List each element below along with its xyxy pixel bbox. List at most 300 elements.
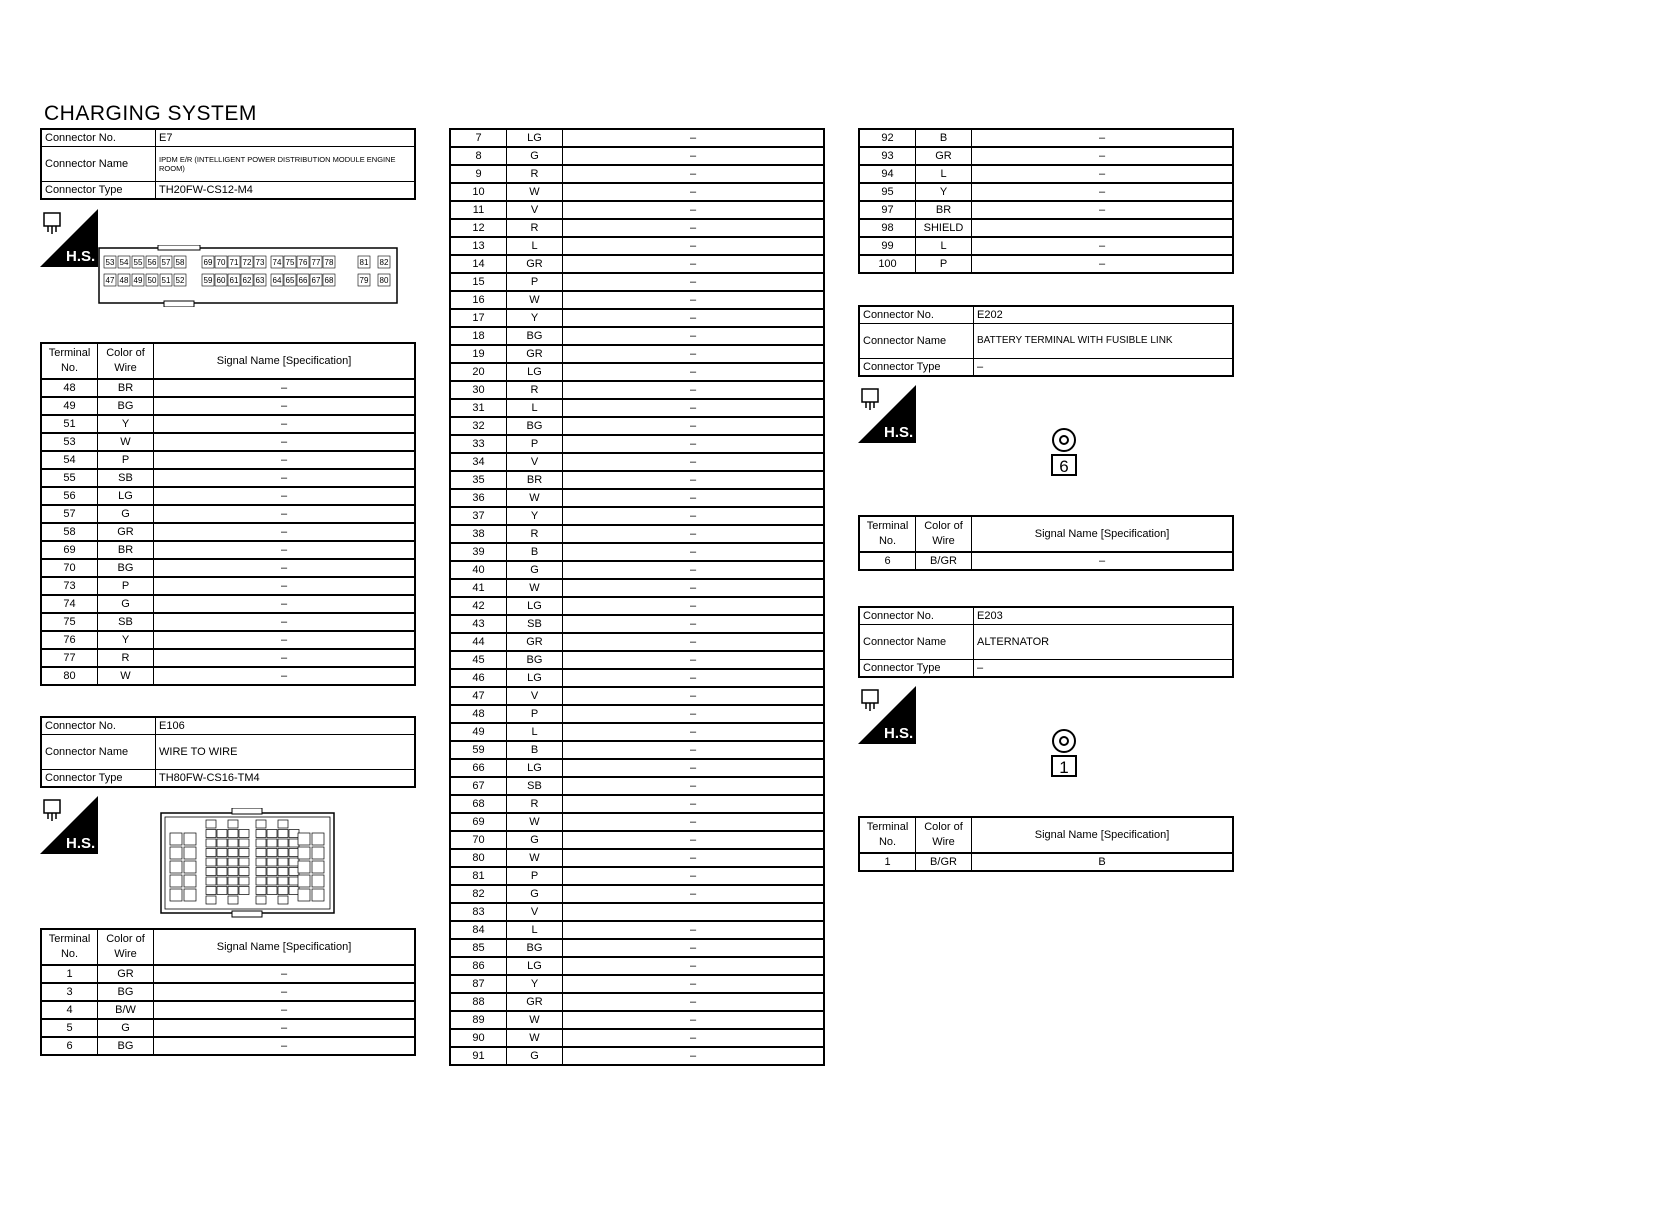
signal-name-cell: – bbox=[154, 433, 416, 451]
table-row bbox=[41, 469, 415, 487]
table-row bbox=[450, 489, 824, 507]
pin-number: 73 bbox=[255, 258, 265, 267]
terminal-no-cell: 53 bbox=[41, 433, 98, 451]
terminal-no-cell: 17 bbox=[450, 309, 507, 327]
terminal-no-cell: 76 bbox=[41, 631, 98, 649]
table-row bbox=[450, 831, 824, 849]
signal-name-cell: – bbox=[563, 813, 825, 831]
pin-number: 74 bbox=[272, 258, 282, 267]
wire-color-cell: P bbox=[507, 273, 563, 291]
pin-number: 81 bbox=[359, 258, 369, 267]
pin-number: 64 bbox=[272, 276, 282, 285]
table-row bbox=[450, 381, 824, 399]
signal-name-cell: – bbox=[563, 165, 825, 183]
signal-name-cell: – bbox=[972, 147, 1234, 165]
header-color-of-wire: Color of Wire bbox=[916, 516, 972, 552]
pin-cell bbox=[206, 830, 216, 838]
table-row bbox=[450, 939, 824, 957]
terminal-no-cell: 36 bbox=[450, 489, 507, 507]
pin-cell bbox=[170, 833, 182, 845]
terminal-no-cell: 35 bbox=[450, 471, 507, 489]
pin-cell bbox=[298, 889, 310, 901]
terminal-no-cell: 48 bbox=[450, 705, 507, 723]
terminal-no-cell: 70 bbox=[41, 559, 98, 577]
signal-name-cell: – bbox=[154, 1019, 416, 1037]
table-row bbox=[41, 379, 415, 397]
signal-name-cell: – bbox=[154, 983, 416, 1001]
pin-cell bbox=[228, 877, 238, 885]
wire-color-cell: G bbox=[507, 831, 563, 849]
table-row bbox=[450, 507, 824, 525]
terminal-no-cell: 16 bbox=[450, 291, 507, 309]
signal-name-cell: – bbox=[154, 965, 416, 983]
signal-name-cell: – bbox=[563, 867, 825, 885]
table-row bbox=[450, 309, 824, 327]
pin-cell bbox=[184, 833, 196, 845]
e106-terminal-table-continued-2 bbox=[858, 128, 1234, 274]
label-connector-no: Connector No. bbox=[41, 129, 156, 147]
pin-cell bbox=[239, 877, 249, 885]
header-signal-name: Signal Name [Specification] bbox=[154, 343, 416, 379]
pin-cell bbox=[228, 868, 238, 876]
terminal-no-cell: 18 bbox=[450, 327, 507, 345]
connector-e202-info bbox=[858, 305, 1234, 377]
signal-name-cell: – bbox=[563, 291, 825, 309]
pin-cell bbox=[256, 830, 266, 838]
table-row bbox=[450, 363, 824, 381]
terminal-no-cell: 8 bbox=[450, 147, 507, 165]
signal-name-cell: – bbox=[563, 579, 825, 597]
signal-name-cell: B bbox=[972, 853, 1234, 871]
table-row bbox=[450, 1029, 824, 1047]
wire-color-cell: GR bbox=[98, 523, 154, 541]
pin-cell bbox=[217, 858, 227, 866]
signal-name-cell: – bbox=[563, 489, 825, 507]
wire-color-cell: SHIELD bbox=[916, 219, 972, 237]
signal-name-cell: – bbox=[563, 417, 825, 435]
pin-cell bbox=[239, 830, 249, 838]
table-row bbox=[450, 885, 824, 903]
pin-cell bbox=[278, 858, 288, 866]
table-row bbox=[450, 921, 824, 939]
pin-cell bbox=[170, 875, 182, 887]
terminal-no-cell: 51 bbox=[41, 415, 98, 433]
terminal-no-cell: 100 bbox=[859, 255, 916, 273]
pin-cell bbox=[256, 858, 266, 866]
pin-cell bbox=[217, 887, 227, 895]
pin-cell bbox=[206, 820, 216, 828]
pin-cell bbox=[228, 839, 238, 847]
terminal-no-cell: 15 bbox=[450, 273, 507, 291]
harness-side-icon bbox=[40, 209, 98, 267]
table-row bbox=[450, 561, 824, 579]
terminal-no-cell: 69 bbox=[450, 813, 507, 831]
table-row bbox=[450, 687, 824, 705]
table-row bbox=[41, 965, 415, 983]
ring-terminal-icon bbox=[1052, 428, 1076, 452]
table-row bbox=[450, 525, 824, 543]
signal-name-cell: – bbox=[563, 795, 825, 813]
hs-label: H.S. bbox=[884, 725, 914, 742]
table-row bbox=[450, 705, 824, 723]
wire-color-cell: Y bbox=[507, 309, 563, 327]
e203-connector-type: – bbox=[974, 660, 1234, 678]
wire-color-cell: R bbox=[98, 649, 154, 667]
terminal-no-cell: 7 bbox=[450, 129, 507, 147]
pin-cell bbox=[278, 820, 288, 828]
signal-name-cell: – bbox=[154, 523, 416, 541]
signal-name-cell: – bbox=[154, 667, 416, 685]
table-row bbox=[450, 741, 824, 759]
table-row bbox=[859, 201, 1233, 219]
terminal-no-cell: 48 bbox=[41, 379, 98, 397]
signal-name-cell: – bbox=[972, 237, 1234, 255]
terminal-no-cell: 92 bbox=[859, 129, 916, 147]
signal-name-cell: – bbox=[154, 487, 416, 505]
signal-name-cell: – bbox=[154, 577, 416, 595]
table-row bbox=[450, 471, 824, 489]
pin-cell bbox=[206, 849, 216, 857]
label-connector-no: Connector No. bbox=[859, 607, 974, 625]
table-row bbox=[450, 669, 824, 687]
table-row bbox=[859, 552, 1233, 570]
header-color-of-wire: Color of Wire bbox=[98, 929, 154, 965]
wire-color-cell: BR bbox=[916, 201, 972, 219]
connector-e203-info bbox=[858, 606, 1234, 678]
signal-name-cell: – bbox=[972, 183, 1234, 201]
wire-color-cell: Y bbox=[916, 183, 972, 201]
table-row bbox=[41, 1019, 415, 1037]
terminal-no-cell: 30 bbox=[450, 381, 507, 399]
connector-e106-info bbox=[40, 716, 416, 788]
terminal-no-cell: 74 bbox=[41, 595, 98, 613]
terminal-no-cell: 39 bbox=[450, 543, 507, 561]
wire-color-cell: BG bbox=[98, 983, 154, 1001]
pin-cell bbox=[184, 847, 196, 859]
e7-connector-type: TH20FW-CS12-M4 bbox=[156, 182, 416, 200]
signal-name-cell: – bbox=[563, 381, 825, 399]
table-row bbox=[450, 219, 824, 237]
wire-color-cell: LG bbox=[507, 759, 563, 777]
header-signal-name: Signal Name [Specification] bbox=[972, 516, 1234, 552]
pin-number: 56 bbox=[147, 258, 157, 267]
terminal-no-cell: 98 bbox=[859, 219, 916, 237]
pin-cell bbox=[289, 839, 299, 847]
table-row bbox=[450, 237, 824, 255]
terminal-no-cell: 19 bbox=[450, 345, 507, 363]
pin-number: 62 bbox=[242, 276, 252, 285]
label-connector-name: Connector Name bbox=[41, 147, 156, 182]
pin-number: 47 bbox=[105, 276, 115, 285]
table-row bbox=[450, 579, 824, 597]
wire-color-cell: L bbox=[507, 399, 563, 417]
terminal-no-cell: 12 bbox=[450, 219, 507, 237]
connector-e7-info bbox=[40, 128, 416, 200]
table-row bbox=[450, 399, 824, 417]
pin-cell bbox=[289, 877, 299, 885]
terminal-no-cell: 83 bbox=[450, 903, 507, 921]
wire-color-cell: LG bbox=[507, 129, 563, 147]
pin-number: 79 bbox=[359, 276, 369, 285]
terminal-no-cell: 32 bbox=[450, 417, 507, 435]
table-row bbox=[450, 129, 824, 147]
wire-color-cell: LG bbox=[98, 487, 154, 505]
table-row bbox=[450, 255, 824, 273]
pin-cell bbox=[206, 877, 216, 885]
table-row bbox=[450, 273, 824, 291]
e7-connector-no: E7 bbox=[156, 129, 416, 147]
pin-cell bbox=[256, 868, 266, 876]
wire-color-cell: L bbox=[916, 237, 972, 255]
terminal-no-cell: 75 bbox=[41, 613, 98, 631]
wire-color-cell: BG bbox=[507, 939, 563, 957]
table-row bbox=[450, 417, 824, 435]
signal-name-cell: – bbox=[563, 525, 825, 543]
e7-connector-name: IPDM E/R (INTELLIGENT POWER DISTRIBUTION MODULE ENGINE ROOM) bbox=[156, 147, 416, 182]
table-row bbox=[450, 291, 824, 309]
terminal-no-cell: 70 bbox=[450, 831, 507, 849]
terminal-no-cell: 43 bbox=[450, 615, 507, 633]
pin-number: 52 bbox=[175, 276, 185, 285]
table-row bbox=[859, 853, 1233, 871]
signal-name-cell: – bbox=[563, 993, 825, 1011]
terminal-no-cell: 80 bbox=[450, 849, 507, 867]
header-color-of-wire: Color of Wire bbox=[98, 343, 154, 379]
header-terminal-no: Terminal No. bbox=[41, 343, 98, 379]
pin-cell bbox=[312, 833, 324, 845]
table-row bbox=[450, 597, 824, 615]
table-row bbox=[450, 165, 824, 183]
wire-color-cell: BG bbox=[98, 1037, 154, 1055]
terminal-no-cell: 54 bbox=[41, 451, 98, 469]
wire-color-cell: LG bbox=[507, 957, 563, 975]
pin-cell bbox=[239, 839, 249, 847]
e106-connector-name: WIRE TO WIRE bbox=[156, 735, 416, 770]
wire-color-cell: W bbox=[507, 183, 563, 201]
terminal-no-cell: 81 bbox=[450, 867, 507, 885]
hs-label: H.S. bbox=[66, 835, 96, 852]
pin-number: 61 bbox=[229, 276, 239, 285]
table-row bbox=[450, 903, 824, 921]
header-signal-name: Signal Name [Specification] bbox=[972, 817, 1234, 853]
signal-name-cell: – bbox=[563, 615, 825, 633]
table-row bbox=[450, 201, 824, 219]
wire-color-cell: L bbox=[507, 237, 563, 255]
signal-name-cell: – bbox=[563, 399, 825, 417]
pin-number: 50 bbox=[147, 276, 157, 285]
terminal-no-cell: 1 bbox=[41, 965, 98, 983]
signal-name-cell: – bbox=[563, 435, 825, 453]
wire-color-cell: B bbox=[916, 129, 972, 147]
terminal-no-cell: 1 bbox=[859, 853, 916, 871]
wire-color-cell: BG bbox=[507, 327, 563, 345]
terminal-no-cell: 20 bbox=[450, 363, 507, 381]
pin-cell bbox=[267, 839, 277, 847]
e202-terminal-table bbox=[858, 515, 1234, 571]
signal-name-cell: – bbox=[154, 613, 416, 631]
signal-name-cell: – bbox=[563, 1029, 825, 1047]
pin-cell bbox=[298, 833, 310, 845]
pin-cell bbox=[217, 830, 227, 838]
pin-number: 63 bbox=[255, 276, 265, 285]
pin-cell bbox=[267, 887, 277, 895]
wire-color-cell: W bbox=[98, 433, 154, 451]
pin-cell bbox=[239, 849, 249, 857]
label-connector-no: Connector No. bbox=[41, 717, 156, 735]
pin-cell bbox=[184, 875, 196, 887]
pin-number: 59 bbox=[203, 276, 213, 285]
signal-name-cell: – bbox=[972, 552, 1234, 570]
signal-name-cell: – bbox=[563, 651, 825, 669]
pin-number: 54 bbox=[119, 258, 129, 267]
signal-name-cell: – bbox=[563, 453, 825, 471]
signal-name-cell: – bbox=[563, 759, 825, 777]
header-terminal-no: Terminal No. bbox=[859, 817, 916, 853]
harness-side-icon bbox=[858, 686, 916, 744]
pin-cell bbox=[170, 847, 182, 859]
signal-name-cell: – bbox=[972, 165, 1234, 183]
pin-cell bbox=[298, 847, 310, 859]
wire-color-cell: W bbox=[507, 1029, 563, 1047]
table-row bbox=[450, 435, 824, 453]
pin-cell bbox=[256, 849, 266, 857]
harness-side-icon bbox=[858, 385, 916, 443]
signal-name-cell: – bbox=[972, 255, 1234, 273]
page-title: CHARGING SYSTEM bbox=[44, 102, 257, 125]
terminal-no-cell: 77 bbox=[41, 649, 98, 667]
wire-color-cell: V bbox=[507, 201, 563, 219]
signal-name-cell: – bbox=[154, 541, 416, 559]
e106-connector-type: TH80FW-CS16-TM4 bbox=[156, 770, 416, 788]
terminal-no-cell: 4 bbox=[41, 1001, 98, 1019]
header-terminal-no: Terminal No. bbox=[859, 516, 916, 552]
wire-color-cell: V bbox=[507, 687, 563, 705]
table-row bbox=[450, 1011, 824, 1029]
pin-cell bbox=[289, 887, 299, 895]
signal-name-cell: – bbox=[563, 777, 825, 795]
terminal-no-cell: 86 bbox=[450, 957, 507, 975]
pin-cell bbox=[170, 861, 182, 873]
terminal-no-cell: 34 bbox=[450, 453, 507, 471]
wire-color-cell: Y bbox=[507, 975, 563, 993]
pin-number: 72 bbox=[242, 258, 252, 267]
terminal-no-cell: 49 bbox=[450, 723, 507, 741]
pin-cell bbox=[289, 830, 299, 838]
table-row bbox=[450, 543, 824, 561]
table-row bbox=[450, 633, 824, 651]
pin-cell bbox=[278, 887, 288, 895]
table-row bbox=[859, 237, 1233, 255]
table-row bbox=[41, 397, 415, 415]
table-row bbox=[859, 255, 1233, 273]
table-row bbox=[859, 183, 1233, 201]
terminal-no-cell: 9 bbox=[450, 165, 507, 183]
table-row bbox=[41, 559, 415, 577]
signal-name-cell: – bbox=[563, 363, 825, 381]
signal-name-cell: – bbox=[154, 631, 416, 649]
pin-cell bbox=[278, 830, 288, 838]
signal-name-cell: – bbox=[563, 975, 825, 993]
signal-name-cell: – bbox=[563, 831, 825, 849]
pin-cell bbox=[289, 849, 299, 857]
terminal-no-cell: 59 bbox=[450, 741, 507, 759]
signal-name-cell bbox=[563, 903, 825, 921]
wire-color-cell: R bbox=[507, 165, 563, 183]
pin-cell bbox=[228, 830, 238, 838]
wire-color-cell: GR bbox=[916, 147, 972, 165]
signal-name-cell: – bbox=[563, 705, 825, 723]
table-row bbox=[41, 433, 415, 451]
table-row bbox=[450, 345, 824, 363]
pin-cell bbox=[278, 849, 288, 857]
pin-cell bbox=[256, 877, 266, 885]
signal-name-cell: – bbox=[563, 219, 825, 237]
table-row bbox=[450, 615, 824, 633]
pin-cell bbox=[206, 839, 216, 847]
wire-color-cell: G bbox=[507, 1047, 563, 1065]
signal-name-cell: – bbox=[563, 273, 825, 291]
pin-number: 60 bbox=[216, 276, 226, 285]
pin-number: 69 bbox=[203, 258, 213, 267]
wire-color-cell: L bbox=[507, 723, 563, 741]
signal-name-cell: – bbox=[563, 237, 825, 255]
table-row bbox=[450, 957, 824, 975]
signal-name-cell: – bbox=[563, 129, 825, 147]
wire-color-cell: P bbox=[98, 577, 154, 595]
table-row bbox=[41, 595, 415, 613]
wire-color-cell: R bbox=[507, 381, 563, 399]
signal-name-cell: – bbox=[563, 255, 825, 273]
label-connector-type: Connector Type bbox=[859, 359, 974, 377]
table-row bbox=[859, 147, 1233, 165]
wire-color-cell: SB bbox=[507, 615, 563, 633]
table-row bbox=[41, 487, 415, 505]
pin-cell bbox=[278, 839, 288, 847]
pin-number: 70 bbox=[216, 258, 226, 267]
terminal-no-cell: 67 bbox=[450, 777, 507, 795]
terminal-no-cell: 97 bbox=[859, 201, 916, 219]
pin-number: 77 bbox=[311, 258, 321, 267]
pin-number: 66 bbox=[298, 276, 308, 285]
e7-connector-diagram bbox=[98, 245, 398, 307]
terminal-no-cell: 31 bbox=[450, 399, 507, 417]
signal-name-cell: – bbox=[563, 597, 825, 615]
wire-color-cell: BG bbox=[98, 559, 154, 577]
pin-cell bbox=[267, 849, 277, 857]
harness-side-icon bbox=[40, 796, 98, 854]
table-row bbox=[41, 505, 415, 523]
e106-terminal-table bbox=[40, 928, 416, 1056]
header-signal-name: Signal Name [Specification] bbox=[154, 929, 416, 965]
e202-connector-type: – bbox=[974, 359, 1234, 377]
table-row bbox=[859, 165, 1233, 183]
table-row bbox=[450, 147, 824, 165]
signal-name-cell: – bbox=[154, 397, 416, 415]
wire-color-cell: BG bbox=[507, 651, 563, 669]
terminal-no-cell: 95 bbox=[859, 183, 916, 201]
table-row bbox=[450, 993, 824, 1011]
pin-cell bbox=[217, 868, 227, 876]
pin-cell bbox=[206, 887, 216, 895]
terminal-no-cell: 91 bbox=[450, 1047, 507, 1065]
signal-name-cell: – bbox=[154, 559, 416, 577]
terminal-no-cell: 11 bbox=[450, 201, 507, 219]
signal-name-cell: – bbox=[154, 379, 416, 397]
table-row bbox=[450, 183, 824, 201]
wire-color-cell: V bbox=[507, 903, 563, 921]
terminal-no-cell: 55 bbox=[41, 469, 98, 487]
terminal-no-cell: 85 bbox=[450, 939, 507, 957]
